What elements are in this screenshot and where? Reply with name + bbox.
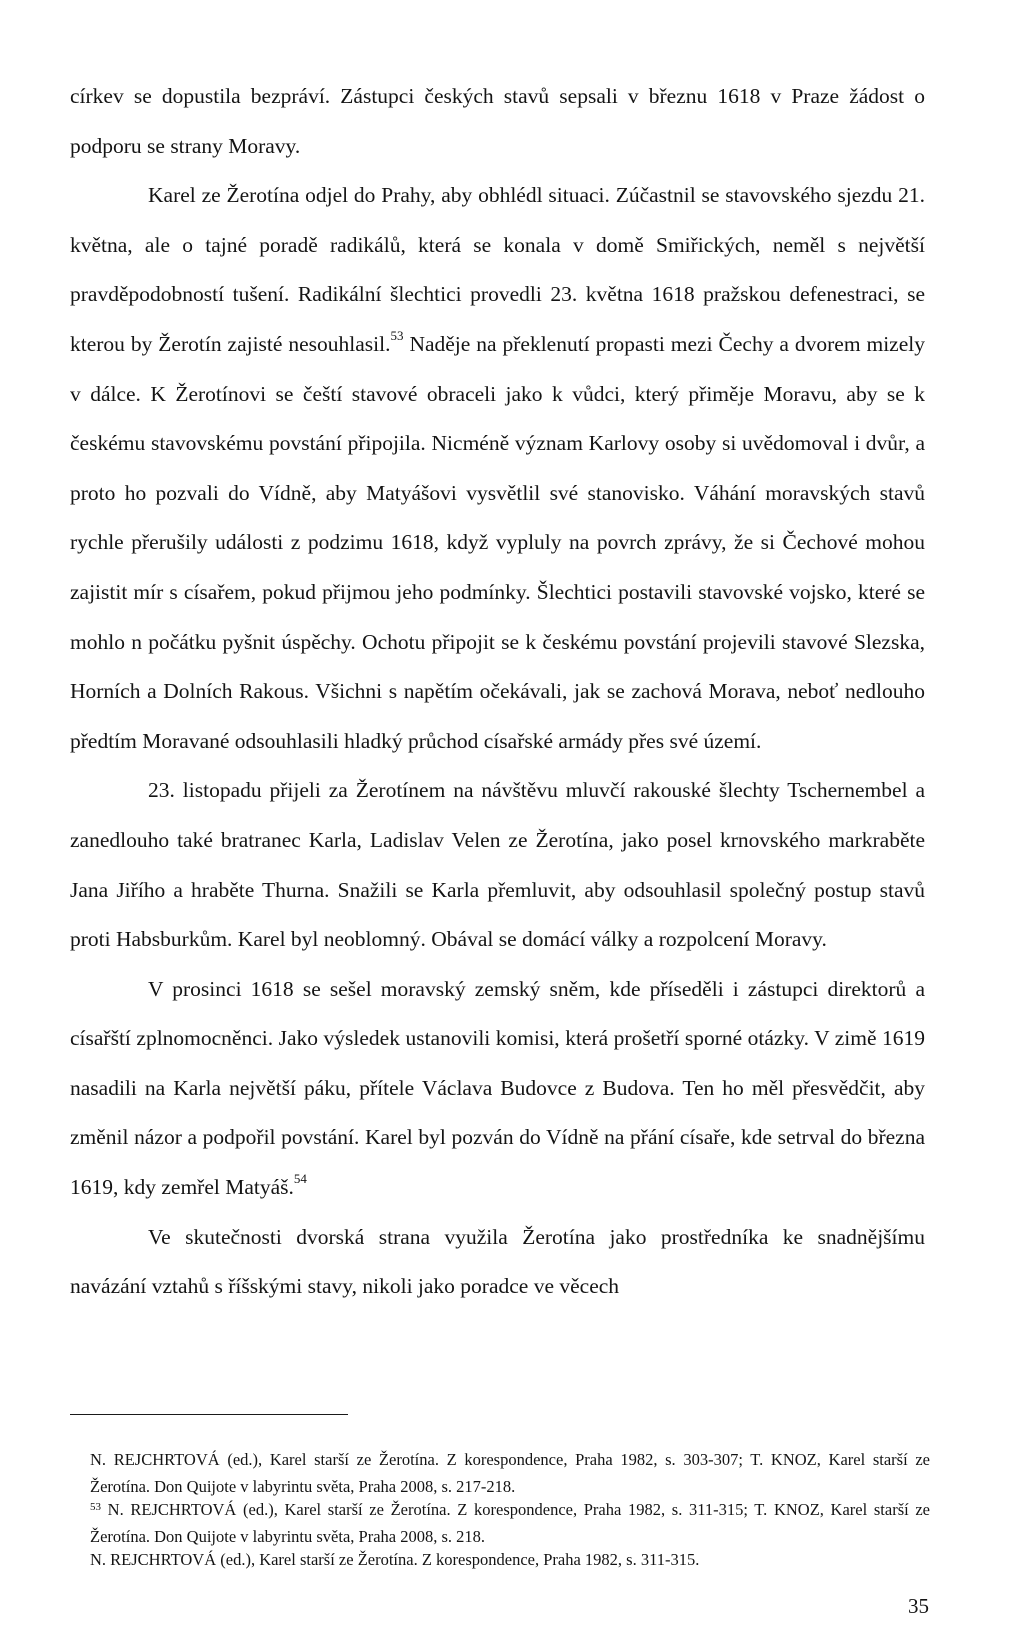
- footnote-text: N. REJCHRTOVÁ (ed.), Karel starší ze Žerotína. Z korespondence, Praha 1982, s. 311-315.: [90, 1550, 700, 1569]
- paragraph-text: 23. listopadu přijeli za Žerotínem na návštěvu mluvčí rakouské šlechty Tschernembel a zanedlouho také bratranec Karla, Ladislav Velen ze Žerotína, jako posel krnovského markraběte Jana Jiřího a hraběte Thurna. Snažili se Karla přemluvit, aby odsouhlasil společný postup stavů proti Habsburkům. Karel byl neoblomný. Obával se domácí války a rozpolcení Moravy.: [70, 778, 925, 952]
- paragraph-text: církev se dopustila bezpráví. Zástupci českých stavů sepsali v březnu 1618 v Praze žádost o podporu se strany Moravy.: [70, 84, 925, 158]
- paragraph: [70, 171, 925, 766]
- paragraph-text: Ve skutečnosti dvorská strana využila Žerotína jako prostředníka ke snadnějšímu navázání vztahů s říšskými stavy, nikoli jako poradce ve věcech: [70, 1224, 925, 1299]
- paragraph-text: Karel ze Žerotína odjel do Prahy, aby obhlédl situaci. Zúčastnil se stavovského sjezdu 21. května, ale o tajné poradě radikálů, která se konala v domě Smiřických, neměl s největší pravděpodobností tušení. Radikální šlechtici provedli 23. května 1618 pražskou defenestraci, se kterou by Žerotín zajisté nesouhlasil.: [70, 183, 925, 356]
- page-number: 35: [908, 1594, 929, 1618]
- paragraph: [70, 965, 925, 1213]
- footnote-number: 53: [90, 1501, 101, 1513]
- body-text: [70, 72, 925, 1312]
- footnote-reference-54[interactable]: 54: [293, 1170, 307, 1186]
- paragraph: [70, 766, 925, 964]
- footnotes: [70, 1448, 930, 1575]
- footnote: [70, 1548, 930, 1575]
- paragraph: [70, 1213, 925, 1312]
- footnote-reference-53[interactable]: 53: [390, 327, 404, 343]
- paragraph: [70, 72, 925, 171]
- footnote: [70, 1448, 930, 1498]
- footnote: [70, 1498, 930, 1548]
- footnote-text: N. REJCHRTOVÁ (ed.), Karel starší ze Žerotína. Z korespondence, Praha 1982, s. 311-315; T. KNOZ, Karel starší ze Žerotína. Don Quijote v labyrintu světa, Praha 2008, s. 218.: [90, 1500, 931, 1546]
- footnote-text: N. REJCHRTOVÁ (ed.), Karel starší ze Žerotína. Z korespondence, Praha 1982, s. 303-307; T. KNOZ, Karel starší ze Žerotína. Don Quijote v labyrintu světa, Praha 2008, s. 217-218.: [90, 1450, 930, 1496]
- paragraph-text: V prosinci 1618 se sešel moravský zemský sněm, kde příseděli i zástupci direktorů a císařští zplnomocněnci. Jako výsledek ustanovili komisi, která prošetří sporné otázky. V zimě 1619 nasadili na Karla největší páku, přítele Václava Budovce z Budova. Ten ho měl přesvědčit, aby změnil názor a podpořil povstání. Karel byl pozván do Vídně na přání císaře, kde setrval do března 1619, kdy zemřel Matyáš.: [70, 976, 925, 1200]
- footnote-separator: [70, 1414, 348, 1415]
- paragraph-text-continued: Naděje na překlenutí propasti mezi Čechy a dvorem mizely v dálce. K Žerotínovi se čeští stavové obraceli jako k vůdci, který přiměje Moravu, aby se k českému stavovskému povstání připojila. Nicméně význam Karlovy osoby si uvědomoval i dvůr, a proto ho pozvali do Vídně, aby Matyášovi vysvětlil své stanovisko. Váhání moravských stavů rychle přerušily události z podzimu 1618, když vypluly na povrch zprávy, že si Čechové mohou zajistit mír s císařem, pokud přijmou jeho podmínky. Šlechtici postavili stavovské vojsko, které se mohlo n počátku pyšnit úspěchy. Ochotu připojit se k českému povstání projevili stavové Slezska, Horních a Dolních Rakous. Všichni s napětím očekávali, jak se zachová Morava, neboť nedlouho předtím Moravané odsouhlasili hladký průchod císařské armády přes své území.: [70, 331, 925, 753]
